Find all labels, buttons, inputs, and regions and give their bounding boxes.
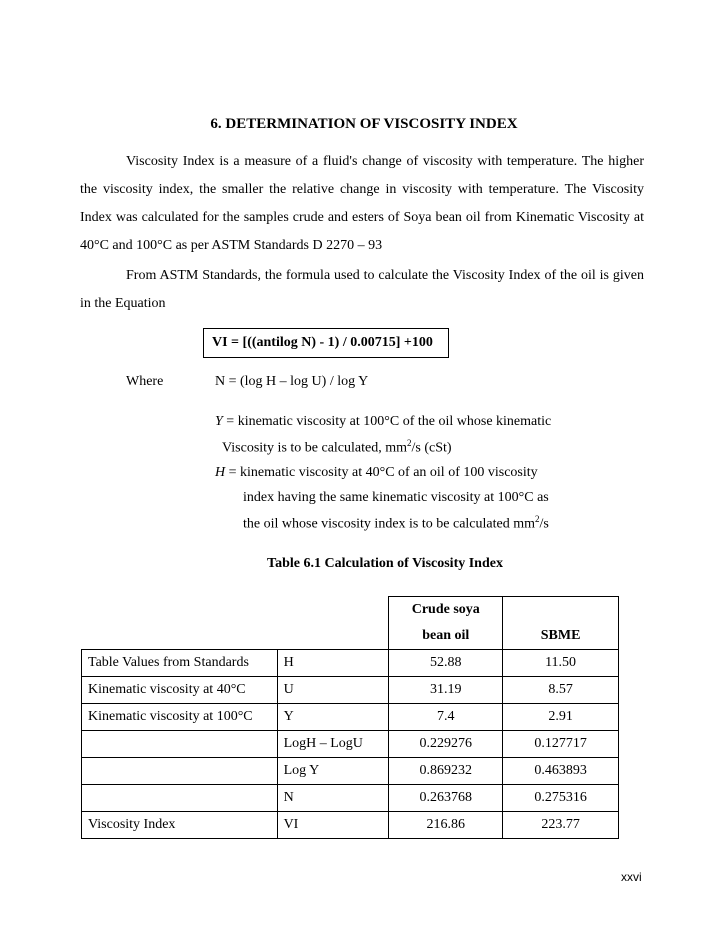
row-symbol: VI (277, 812, 389, 839)
table-row (82, 650, 619, 677)
row-label (82, 785, 278, 812)
table-row (82, 731, 619, 758)
table-row (82, 758, 619, 785)
row-symbol: LogH – LogU (277, 731, 389, 758)
row-crude-value: 0.229276 (389, 731, 503, 758)
row-label: Viscosity Index (82, 812, 278, 839)
definition-y-line2 (222, 438, 452, 457)
where-equation: N = (log H – log U) / log Y (215, 374, 369, 389)
row-label: Table Values from Standards (82, 650, 278, 677)
header-sbme: SBME (503, 623, 619, 650)
table-caption: Table 6.1 Calculation of Viscosity Index (267, 556, 503, 571)
row-crude-value: 216.86 (389, 812, 503, 839)
row-sbme-value: 8.57 (503, 677, 619, 704)
row-symbol: Y (277, 704, 389, 731)
definition-y-unit: /s (cSt) (411, 440, 452, 456)
table-row (82, 704, 619, 731)
paragraph-formula-intro (80, 262, 644, 318)
section-heading: 6. DETERMINATION OF VISCOSITY INDEX (210, 116, 518, 132)
symbol-y: Y (215, 414, 223, 429)
header-blank (82, 597, 278, 624)
row-label: Kinematic viscosity at 100°C (82, 704, 278, 731)
paragraph-intro (80, 148, 644, 260)
table-row (82, 812, 619, 839)
row-sbme-value: 0.127717 (503, 731, 619, 758)
header-blank (277, 597, 389, 624)
header-blank (277, 623, 389, 650)
page-number: xxvi (621, 870, 642, 884)
row-sbme-value: 223.77 (503, 812, 619, 839)
header-sbme-top (503, 597, 619, 624)
definition-y-line1 (215, 414, 551, 430)
definition-y-text1: = kinematic viscosity at 100°C of the oil whose kinematic (222, 414, 552, 429)
header-blank (82, 623, 278, 650)
row-crude-value: 52.88 (389, 650, 503, 677)
definition-h-line1 (215, 465, 538, 481)
definition-y-text2: Viscosity is to be calculated, mm (222, 440, 408, 456)
row-symbol: N (277, 785, 389, 812)
row-label (82, 731, 278, 758)
row-symbol: Log Y (277, 758, 389, 785)
row-symbol: H (277, 650, 389, 677)
header-crude-line1: Crude soya (389, 597, 503, 624)
paragraph-formula-intro-text: From ASTM Standards, the formula used to calculate the Viscosity Index of the oil is given in the Equation (80, 268, 644, 311)
row-sbme-value: 0.275316 (503, 785, 619, 812)
definition-h-text1: = kinematic viscosity at 40°C of an oil of 100 viscosity (225, 465, 538, 480)
definition-h-superscript: 2 (535, 514, 540, 524)
definition-h-text3: the oil whose viscosity index is to be calculated mm (243, 516, 535, 532)
table-header-row-2 (82, 623, 619, 650)
row-crude-value: 7.4 (389, 704, 503, 731)
row-crude-value: 0.263768 (389, 785, 503, 812)
row-sbme-value: 2.91 (503, 704, 619, 731)
definition-y-superscript: 2 (407, 438, 412, 448)
formula-box: VI = [((antilog N) - 1) / 0.00715] +100 (203, 328, 449, 358)
table-row (82, 677, 619, 704)
definition-h-line3 (243, 514, 549, 533)
row-symbol: U (277, 677, 389, 704)
row-sbme-value: 0.463893 (503, 758, 619, 785)
where-label: Where (126, 374, 164, 389)
definition-h-unit: /s (539, 516, 549, 532)
row-label (82, 758, 278, 785)
definition-h-line2: index having the same kinematic viscosity at 100°C as (243, 490, 549, 505)
row-label: Kinematic viscosity at 40°C (82, 677, 278, 704)
viscosity-index-table (81, 596, 619, 839)
paragraph-intro-text: Viscosity Index is a measure of a fluid's change of viscosity with temperature. The higher the viscosity index, the smaller the relative change in viscosity with temperature. The Viscosity Index was calculated for the samples crude and esters of Soya bean oil from Kinematic Viscosity at 40°C and 100°C as per ASTM Standards D 2270 – 93 (80, 154, 644, 253)
table-row (82, 785, 619, 812)
symbol-h: H (215, 465, 226, 480)
row-crude-value: 0.869232 (389, 758, 503, 785)
header-crude-line2: bean oil (389, 623, 503, 650)
row-crude-value: 31.19 (389, 677, 503, 704)
table-header-row-1 (82, 597, 619, 624)
row-sbme-value: 11.50 (503, 650, 619, 677)
